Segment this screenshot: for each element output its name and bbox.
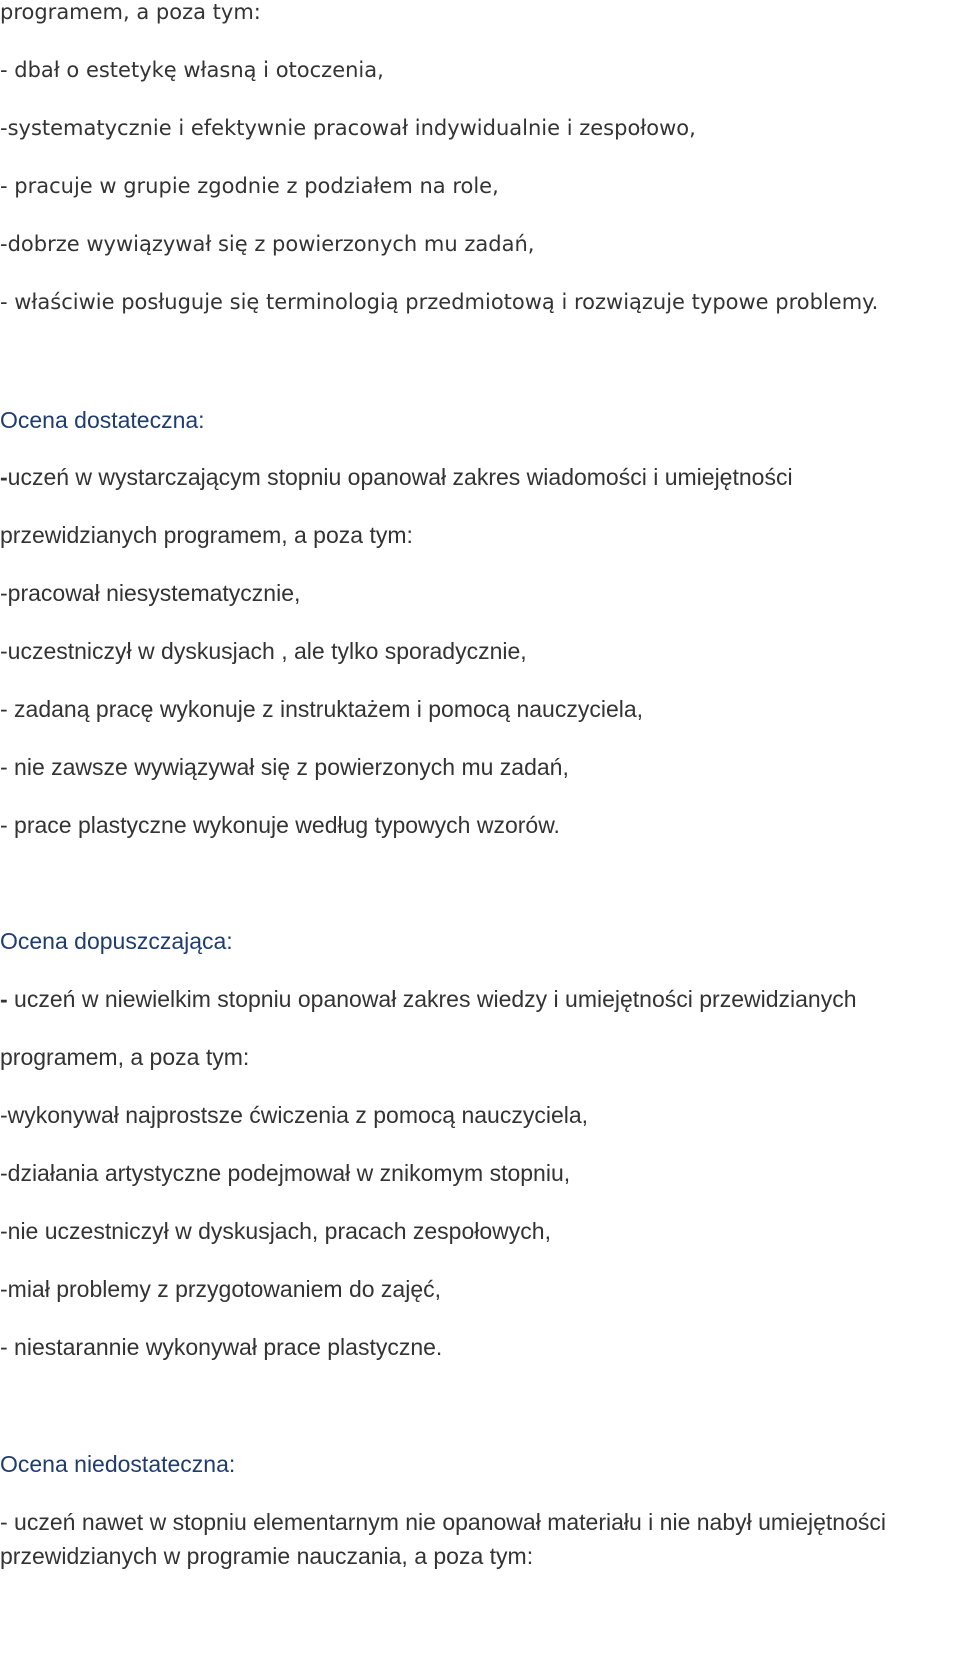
text-line: programem, a poza tym:	[0, 0, 261, 24]
section-heading: Ocena niedostateczna:	[0, 1451, 236, 1477]
text-line-rest: uczeń w niewielkim stopniu opanował zakres wiedzy i umiejętności przewidzianych	[7, 986, 857, 1012]
section-heading: Ocena dostateczna:	[0, 407, 205, 433]
section-heading: Ocena dopuszczająca:	[0, 928, 233, 954]
text-line	[0, 985, 857, 1013]
text-line: -miał problemy z przygotowaniem do zajęć,	[0, 1276, 442, 1302]
text-line-rest: uczeń w wystarczającym stopniu opanował zakres wiadomości i umiejętności	[7, 464, 793, 490]
text-line: - dbał o estetykę własną i otoczenia,	[0, 58, 384, 82]
bold-dash: -	[0, 464, 8, 490]
text-line: - prace plastyczne wykonuje według typowych wzorów.	[0, 812, 560, 838]
text-line: -działania artystyczne podejmował w znikomym stopniu,	[0, 1160, 571, 1186]
text-line: programem, a poza tym:	[0, 1044, 250, 1070]
text-line: -dobrze wywiązywał się z powierzonych mu zadań,	[0, 232, 535, 256]
text-line: - zadaną pracę wykonuje z instruktażem i pomocą nauczyciela,	[0, 696, 644, 722]
text-line: -systematycznie i efektywnie pracował indywidualnie i zespołowo,	[0, 116, 696, 140]
text-line: przewidzianych programem, a poza tym:	[0, 522, 413, 548]
text-line: przewidzianych w programie nauczania, a poza tym:	[0, 1543, 534, 1569]
text-line: - pracuje w grupie zgodnie z podziałem na role,	[0, 174, 499, 198]
text-line: - niestarannie wykonywał prace plastyczne.	[0, 1334, 443, 1360]
text-line: - właściwie posługuje się terminologią przedmiotową i rozwiązuje typowe problemy.	[0, 290, 879, 314]
text-line	[0, 463, 793, 491]
text-line: - nie zawsze wywiązywał się z powierzonych mu zadań,	[0, 754, 569, 780]
text-line: -uczestniczył w dyskusjach , ale tylko sporadycznie,	[0, 638, 527, 664]
text-line: - uczeń nawet w stopniu elementarnym nie opanował materiału i nie nabył umiejętności	[0, 1509, 886, 1535]
bold-dash: -	[0, 986, 8, 1012]
text-line: -nie uczestniczył w dyskusjach, pracach zespołowych,	[0, 1218, 551, 1244]
text-line: -wykonywał najprostsze ćwiczenia z pomocą nauczyciela,	[0, 1102, 589, 1128]
text-line: -pracował niesystematycznie,	[0, 580, 301, 606]
